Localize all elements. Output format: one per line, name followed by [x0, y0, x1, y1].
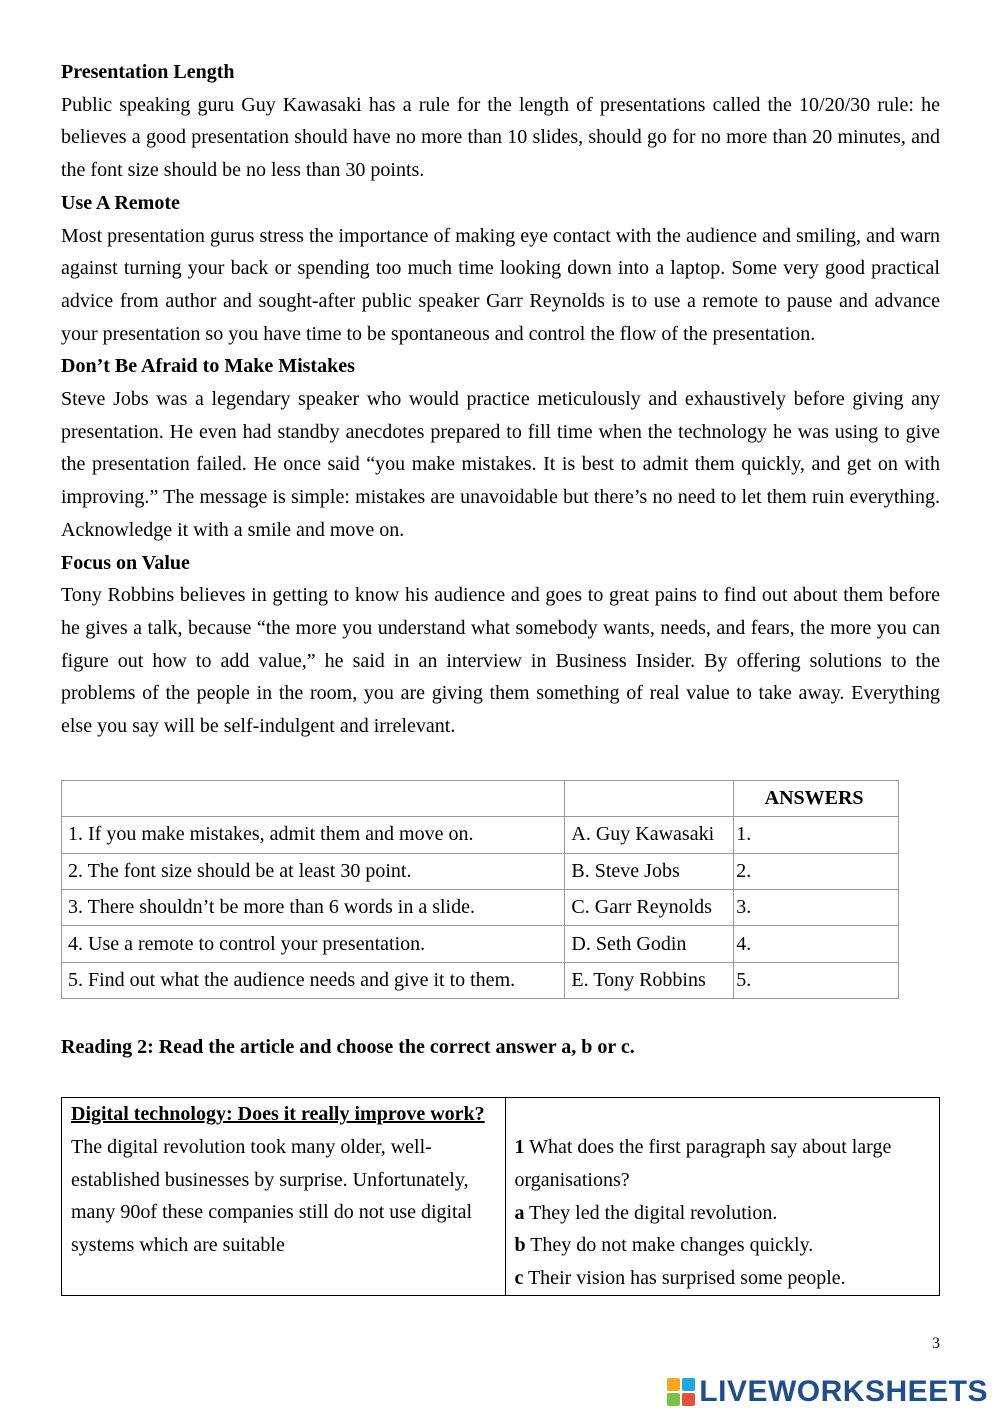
section-text-focus-on-value: Tony Robbins believes in getting to know his audience and goes to great pains to find out about them before he gives a talk, because “the more you understand what somebody wants, needs, and fears, the more you can figure out how to add value,” he said in an interview in Business Insider. By offering solutions to the problems of the people in the room, you are giving them something of real value to take away. Everything else you say will be self-indulgent and irrelevant. — [61, 584, 940, 738]
section-text-mistakes: Steve Jobs was a legendary speaker who would practice meticulously and exhaustively before giving any presentation. He even had standby anecdotes prepared to fill time when the technology he was using to give the presentation failed. He once said “you make mistakes. It is best to admit them quickly, and get on with improving.” The message is simple: mistakes are unavoidable but there’s no need to let them ruin everything. Acknowledge it with a smile and move on. — [61, 388, 940, 541]
person-cell: E. Tony Robbins — [565, 962, 734, 998]
option-b[interactable] — [514, 1229, 931, 1262]
section-heading-use-a-remote: Use A Remote — [61, 191, 180, 214]
question-number: 1 — [514, 1136, 525, 1159]
answer-input-2[interactable]: 2. — [734, 853, 899, 889]
option-text: They do not make changes quickly. — [530, 1234, 814, 1257]
option-letter: a — [514, 1201, 525, 1224]
section-heading-mistakes: Don’t Be Afraid to Make Mistakes — [61, 355, 355, 378]
header-cell-empty — [62, 780, 565, 816]
table-row — [62, 817, 899, 853]
question-text: What does the first paragraph say about large organisations? — [514, 1136, 892, 1191]
statement-cell: 1. If you make mistakes, admit them and move on. — [62, 817, 565, 853]
answer-input-4[interactable]: 4. — [734, 926, 899, 962]
section-text-use-a-remote: Most presentation gurus stress the importance of making eye contact with the audience and smiling, and warn against turning your back or spending too much time looking down into a laptop. Some very good practical advice from author and sought-after public speaker Garr Reynolds is to use a remote to pause and advance your presentation so you have time to be spontaneous and control the flow of the presentation. — [61, 224, 940, 345]
option-text: Their vision has surprised some people. — [527, 1266, 846, 1289]
article-cell — [62, 1098, 506, 1296]
matching-table — [61, 780, 899, 999]
statement-cell: 2. The font size should be at least 30 point. — [62, 853, 565, 889]
liveworksheets-watermark — [667, 1373, 988, 1411]
page-number: 3 — [932, 1335, 940, 1352]
matching-table-header-row — [62, 780, 899, 816]
person-cell: C. Garr Reynolds — [565, 889, 734, 925]
option-text: They led the digital revolution. — [529, 1201, 778, 1224]
option-c[interactable] — [514, 1262, 931, 1295]
section-text-presentation-length: Public speaking guru Guy Kawasaki has a rule for the length of presentations called the 10/20/30 rule: he believes a good presentation should have no more than 10 slides, should go for no more than 20 minutes, and the font size should be no less than 30 points. — [61, 93, 940, 182]
table-row — [62, 962, 899, 998]
answer-input-3[interactable]: 3. — [734, 889, 899, 925]
answer-input-5[interactable]: 5. — [734, 962, 899, 998]
person-cell: D. Seth Godin — [565, 926, 734, 962]
option-a[interactable] — [514, 1197, 931, 1230]
article-row — [62, 1098, 940, 1296]
reading2-instruction: Reading 2: Read the article and choose the correct answer a, b or c. — [61, 1036, 635, 1059]
article-title: Digital technology: Does it really improve work? — [71, 1103, 485, 1126]
table-row — [62, 853, 899, 889]
worksheet-page — [61, 56, 940, 1296]
person-cell: B. Steve Jobs — [565, 853, 734, 889]
liveworksheets-logo-icon — [667, 1378, 695, 1406]
section-heading-presentation-length: Presentation Length — [61, 61, 235, 83]
table-row — [62, 926, 899, 962]
watermark-text: LIVEWORKSHEETS — [699, 1375, 988, 1408]
statement-cell: 5. Find out what the audience needs and give it to them. — [62, 962, 565, 998]
person-cell: A. Guy Kawasaki — [565, 817, 734, 853]
section-heading-focus-on-value: Focus on Value — [61, 551, 190, 574]
table-row — [62, 889, 899, 925]
statement-cell: 3. There shouldn’t be more than 6 words in a slide. — [62, 889, 565, 925]
question-1 — [514, 1131, 931, 1196]
article-text: The digital revolution took many older, well-established businesses by surprise. Unfortunately, many 90of these companies still do not use digital systems which are suitable — [71, 1135, 473, 1256]
answers-header: ANSWERS — [734, 780, 899, 816]
header-cell-empty — [565, 780, 734, 816]
option-letter: b — [514, 1234, 526, 1257]
article-table — [61, 1097, 940, 1296]
option-letter: c — [514, 1266, 524, 1289]
answer-input-1[interactable]: 1. — [734, 817, 899, 853]
statement-cell: 4. Use a remote to control your presentation. — [62, 926, 565, 962]
question-cell — [506, 1098, 940, 1296]
